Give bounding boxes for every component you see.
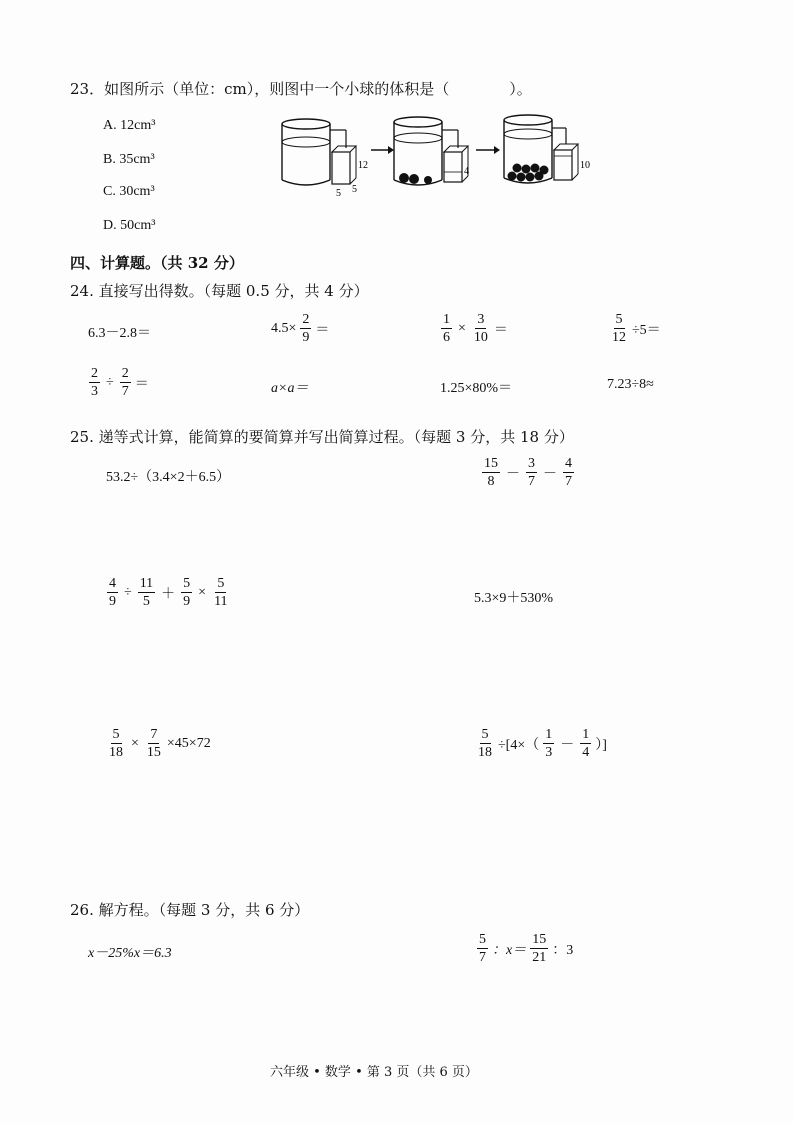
q26-equation-1: x－25%x＝6.3 (88, 946, 172, 961)
q25-expr-6: $\frac{5}{18}$ ÷[4×（ $\frac{1}{3}$ － $\frac{1}{4}$ ）] (478, 727, 607, 761)
fraction: $\frac{4}{9}$ (109, 576, 116, 610)
option-b: B. 35cm³ (103, 152, 155, 167)
ball (409, 174, 419, 184)
length-label: 5 (336, 188, 341, 199)
question-23: 23．如图所示（单位：cm），则图中一个小球的体积是（ ）。 (70, 80, 532, 98)
arrow-2-head (494, 146, 500, 154)
width-label: 5 (352, 184, 357, 195)
fraction: $\frac{1}{6}$ (443, 312, 450, 346)
q26-equation-2: $\frac{5}{7}$ ：x＝ $\frac{15}{21}$ ：3 (479, 932, 574, 966)
q24-item-c: $\frac{1}{6}$ × $\frac{3}{10}$ ＝ (443, 312, 508, 346)
q25-expr-1: 53.2÷（3.4×2＋6.5） (106, 470, 231, 485)
fraction: $\frac{5}{18}$ (478, 727, 492, 761)
height-label-10: 10 (580, 160, 590, 171)
container-1 (282, 119, 368, 199)
q24-item-e: $\frac{2}{3}$ ÷ $\frac{2}{7}$ ＝ (91, 366, 149, 400)
fraction: $\frac{2}{9}$ (302, 312, 310, 346)
arrow-1-head (388, 146, 394, 154)
option-d: D. 50cm³ (103, 218, 156, 233)
fraction: $\frac{2}{7}$ (121, 366, 129, 400)
fraction: $\frac{4}{7}$ (565, 456, 572, 490)
height-label-12: 12 (358, 160, 368, 171)
q25-expr-5: $\frac{5}{18}$ × $\frac{7}{15}$ ×45×72 (109, 727, 211, 761)
option-c: C. 30cm³ (103, 184, 155, 199)
container-figure (276, 110, 596, 200)
height-label-4: 4 (464, 166, 469, 177)
page-footer: 六年级 • 数学 • 第 3 页（共 6 页） (270, 1065, 478, 1080)
fraction: $\frac{1}{4}$ (582, 727, 590, 761)
q24-item-h: 7.23÷8≈ (607, 377, 654, 392)
fraction: $\frac{7}{15}$ (146, 727, 161, 761)
q24-item-b: 4.5× $\frac{2}{9}$ ＝ (271, 312, 330, 346)
container-2 (394, 117, 469, 185)
question-25: 25. 递等式计算，能简算的要简算并写出简算过程。（每题 3 分，共 18 分） (70, 428, 574, 446)
question-24: 24. 直接写出得数。（每题 0.5 分，共 4 分） (70, 282, 369, 300)
fraction: $\frac{3}{10}$ (473, 312, 488, 346)
fraction: $\frac{11}{5}$ (139, 576, 154, 610)
q25-expr-2: $\frac{15}{8}$ － $\frac{3}{7}$ － $\frac{4}{7}$ (484, 456, 572, 490)
fraction: $\frac{15}{8}$ (484, 456, 498, 490)
fraction: $\frac{2}{3}$ (91, 366, 98, 400)
q24-item-g: 1.25×80%＝ (440, 381, 513, 396)
option-a: A. 12cm³ (103, 118, 156, 133)
fraction: $\frac{5}{12}$ (612, 312, 626, 346)
fraction: $\frac{3}{7}$ (528, 456, 535, 490)
fraction: $\frac{5}{18}$ (109, 727, 123, 761)
container-3 (504, 115, 590, 183)
fraction: $\frac{15}{21}$ (532, 932, 547, 966)
q24-item-f: a×a＝ (271, 381, 309, 396)
fraction: $\frac{1}{3}$ (545, 727, 553, 761)
fraction: $\frac{5}{7}$ (479, 932, 486, 966)
q25-expr-3: $\frac{4}{9}$ ÷ $\frac{11}{5}$ ＋ $\frac{5}{9}$ × $\frac{5}{11}$ (109, 576, 228, 610)
question-26: 26. 解方程。（每题 3 分，共 6 分） (70, 901, 310, 919)
fraction: $\frac{5}{9}$ (183, 576, 191, 610)
q25-expr-4: 5.3×9＋530% (474, 591, 554, 606)
q24-item-d: $\frac{5}{12}$ ÷5＝ (612, 312, 661, 346)
fraction: $\frac{5}{11}$ (214, 576, 228, 610)
q24-item-a: 6.3－2.8＝ (88, 326, 151, 341)
ball (399, 173, 409, 183)
section-title: 四、计算题。（共 32 分） (70, 254, 244, 272)
ball (424, 176, 432, 184)
